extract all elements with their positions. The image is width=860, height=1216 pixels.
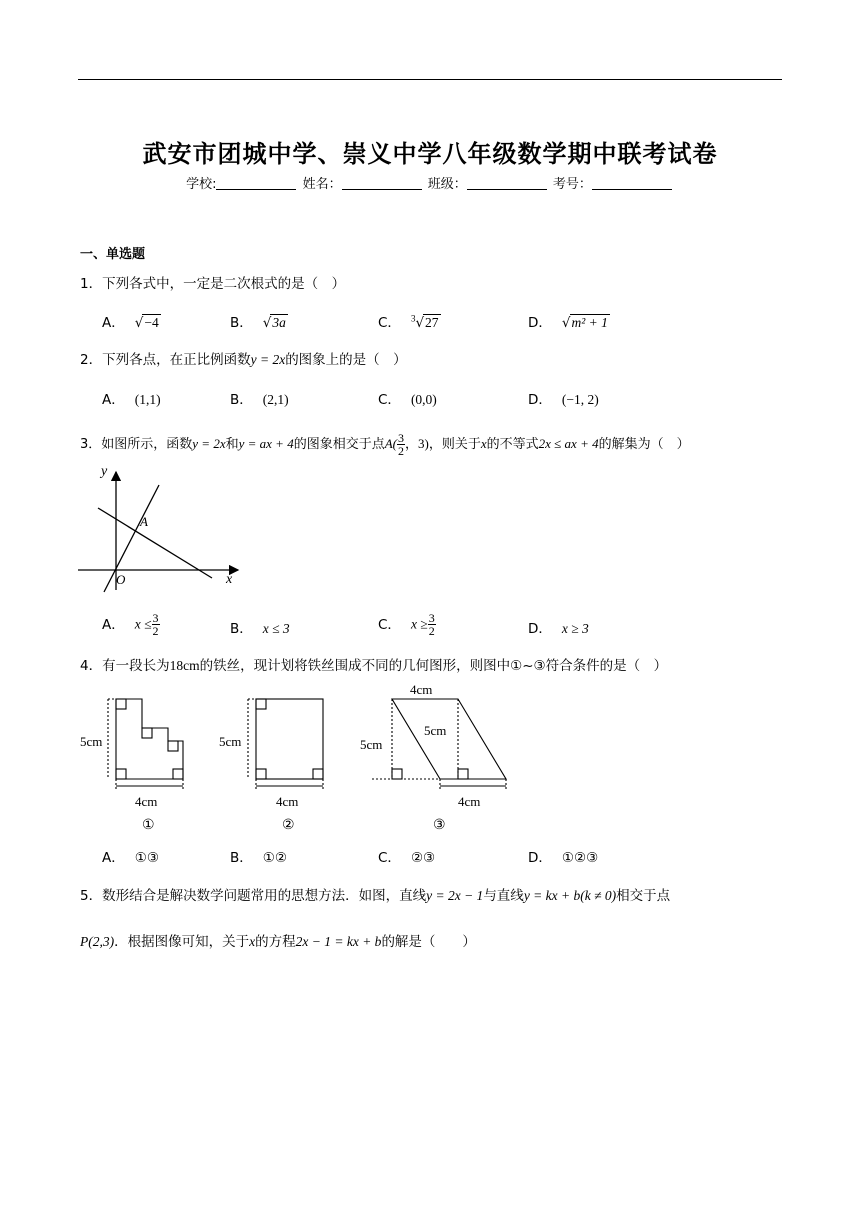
q3-stem-e: 的不等式 [486, 437, 539, 452]
fig1-width-label: 4cm [135, 794, 158, 809]
option-label: B． [230, 315, 253, 331]
q2-option-c[interactable] [378, 388, 437, 408]
q2-b-value: (2,1) [262, 392, 289, 407]
class-blank[interactable] [467, 177, 547, 190]
q1-d-radicand: m² + 1 [571, 315, 608, 330]
fig1-caption: ① [142, 818, 155, 833]
q4-option-d[interactable] [528, 846, 598, 866]
q3-b-pre: x ≤ 3 [262, 621, 290, 636]
q3-graph [76, 460, 251, 595]
q2-a-value: (1,1) [134, 392, 161, 407]
q1-c-radicand: 27 [425, 315, 439, 330]
q2-stem [80, 348, 407, 368]
q3-inequality: 2x ≤ ax + 4 [538, 436, 599, 451]
q3-c-frac [428, 612, 436, 637]
option-label: D． [528, 392, 552, 408]
q1-a-radicand: −4 [144, 315, 159, 330]
frac-den: 2 [428, 624, 435, 638]
q3-point: A( [384, 436, 397, 451]
y-axis-label: y [101, 464, 108, 479]
q1-stem: 1．下列各式中，一定是二次根式的是（ ） [80, 276, 346, 292]
frac-den: 2 [152, 624, 159, 638]
q1-option-c[interactable] [378, 311, 441, 331]
radical-icon: √ [561, 315, 571, 331]
student-info-line [0, 173, 860, 192]
option-label: A． [102, 392, 125, 408]
figure-3 [372, 699, 506, 791]
section-heading: 一、单选题 [80, 247, 146, 262]
q5-point: P(2,3) [80, 934, 115, 949]
option-label: D． [528, 850, 552, 866]
q3-d-pre: x ≥ 3 [561, 621, 589, 636]
fig3-height-label: 5cm [360, 737, 383, 752]
q5-stem-a: 5．数形结合是解决数学问题常用的思想方法．如图，直线 [80, 888, 427, 904]
q3-stem-f: 的解集为（ ） [598, 437, 690, 452]
fig2-caption: ② [282, 818, 295, 833]
q5-equation: 2x − 1 = kx + b [295, 934, 382, 949]
q3-fraction [397, 432, 405, 457]
q3-fn2: y = ax + 4 [238, 436, 294, 451]
q4-b-value: ①② [262, 850, 287, 866]
q4-c-value: ②③ [410, 850, 436, 866]
q1-b-radicand: 3a [272, 315, 286, 330]
fig3-top-label: 4cm [410, 682, 433, 697]
number-label: 考号： [552, 177, 592, 192]
option-label: B． [230, 392, 253, 408]
option-label: A． [102, 616, 125, 633]
q5-stem-d: ．根据图像可知，关于 [114, 934, 250, 950]
q3-var: x [480, 436, 487, 451]
option-label: C． [378, 315, 401, 331]
q2-stem-b: 的图象上的是（ ） [285, 352, 407, 368]
q4-option-b[interactable] [230, 846, 287, 866]
q3-c-pre: x ≥ [410, 616, 428, 632]
q5-stem-e: 的方程 [255, 934, 296, 950]
option-label: B． [230, 850, 253, 866]
figure-1 [108, 699, 183, 791]
x-axis-label: x [226, 572, 233, 587]
q1-option-b[interactable] [230, 311, 288, 331]
name-label: 姓名： [302, 177, 342, 192]
q2-option-b[interactable] [230, 388, 289, 408]
frac-num: 3 [428, 611, 435, 625]
q2-d-value: (−1, 2) [561, 392, 599, 407]
q2-option-d[interactable] [528, 388, 599, 408]
q5-fn2: y = kx + b(k ≠ 0) [523, 888, 617, 903]
fig2-height-label: 5cm [219, 734, 242, 749]
q4-option-a[interactable] [102, 846, 159, 866]
q4-stem [80, 654, 667, 674]
option-label: A． [102, 850, 125, 866]
fig1-height-label: 5cm [80, 734, 103, 749]
radical-icon: √ [134, 315, 144, 331]
option-label: A． [102, 315, 125, 331]
option-label: D． [528, 315, 552, 331]
q2-function: y = 2x [250, 352, 286, 367]
frac-num: 3 [152, 611, 159, 625]
school-blank[interactable] [216, 177, 296, 190]
q2-option-a[interactable] [102, 388, 161, 408]
q3-stem-a: 3．如图所示，函数 [80, 437, 193, 452]
q3-option-d[interactable] [528, 617, 589, 637]
school-label: 学校: [186, 177, 217, 192]
option-label: C． [378, 616, 401, 633]
q1-option-d[interactable] [528, 311, 610, 331]
q4-a-value: ①③ [134, 850, 159, 866]
q3-fn1: y = 2x [192, 436, 226, 451]
radical-icon: √ [262, 315, 272, 331]
q3-option-b[interactable] [230, 617, 290, 637]
line-y-2x [104, 485, 159, 592]
q4-stem-a: 4．有一段长为 [80, 658, 170, 674]
q3-stem-b: 和 [225, 437, 239, 452]
q4-option-c[interactable] [378, 846, 435, 866]
class-label: 班级： [427, 177, 467, 192]
q5-stem-line2 [80, 930, 476, 950]
name-blank[interactable] [342, 177, 422, 190]
q3-a-frac [152, 612, 160, 637]
q5-stem-b: 与直线 [483, 888, 524, 904]
option-label: C． [378, 392, 401, 408]
q3-stem-c: 的图象相交于点 [293, 437, 385, 452]
origin-label: O [116, 572, 126, 587]
line-y-ax-4 [98, 508, 212, 578]
fig3-slant-label: 5cm [424, 723, 447, 738]
q3-stem-d: ，则关于 [428, 437, 481, 452]
option-label: B． [230, 621, 253, 637]
fig3-caption: ③ [433, 818, 446, 833]
q5-fn1: y = 2x − 1 [426, 888, 484, 903]
q3-a-pre: x ≤ [134, 616, 152, 632]
figure-2 [248, 699, 323, 791]
q5-stem-f: 的解是（ ） [381, 934, 476, 950]
radical-icon: √ [415, 315, 425, 331]
q1-option-a[interactable] [102, 311, 161, 331]
q3-option-a[interactable] [102, 612, 160, 637]
q3-stem [80, 432, 690, 457]
q3-point-end: ，3) [405, 436, 429, 451]
option-label: D． [528, 621, 552, 637]
q5-stem-line1 [80, 884, 670, 904]
q4-stem-b: 的铁丝，现计划将铁丝围成不同的几何图形，则图中①~③符合条件的是（ ） [199, 658, 668, 674]
header-rule [78, 79, 782, 80]
q5-var: x [249, 934, 256, 949]
q3-frac-num: 3 [398, 431, 404, 445]
q2-c-value: (0,0) [410, 392, 437, 407]
point-a-label: A [140, 514, 148, 529]
q4-figures [76, 678, 546, 838]
q3-option-c[interactable] [378, 612, 436, 637]
q1-c-index: 3 [410, 313, 416, 324]
q4-length: 18cm [169, 658, 200, 673]
q3-frac-den: 2 [398, 444, 404, 458]
number-blank[interactable] [592, 177, 672, 190]
fig3-width-label: 4cm [458, 794, 481, 809]
q2-stem-a: 2．下列各点，在正比例函数 [80, 352, 251, 368]
option-label: C． [378, 850, 401, 866]
q5-stem-c: 相交于点 [616, 888, 671, 904]
page-title: 武安市团城中学、崇义中学八年级数学期中联考试卷 [142, 140, 718, 168]
fig2-width-label: 4cm [276, 794, 299, 809]
q4-d-value: ①②③ [561, 850, 599, 866]
